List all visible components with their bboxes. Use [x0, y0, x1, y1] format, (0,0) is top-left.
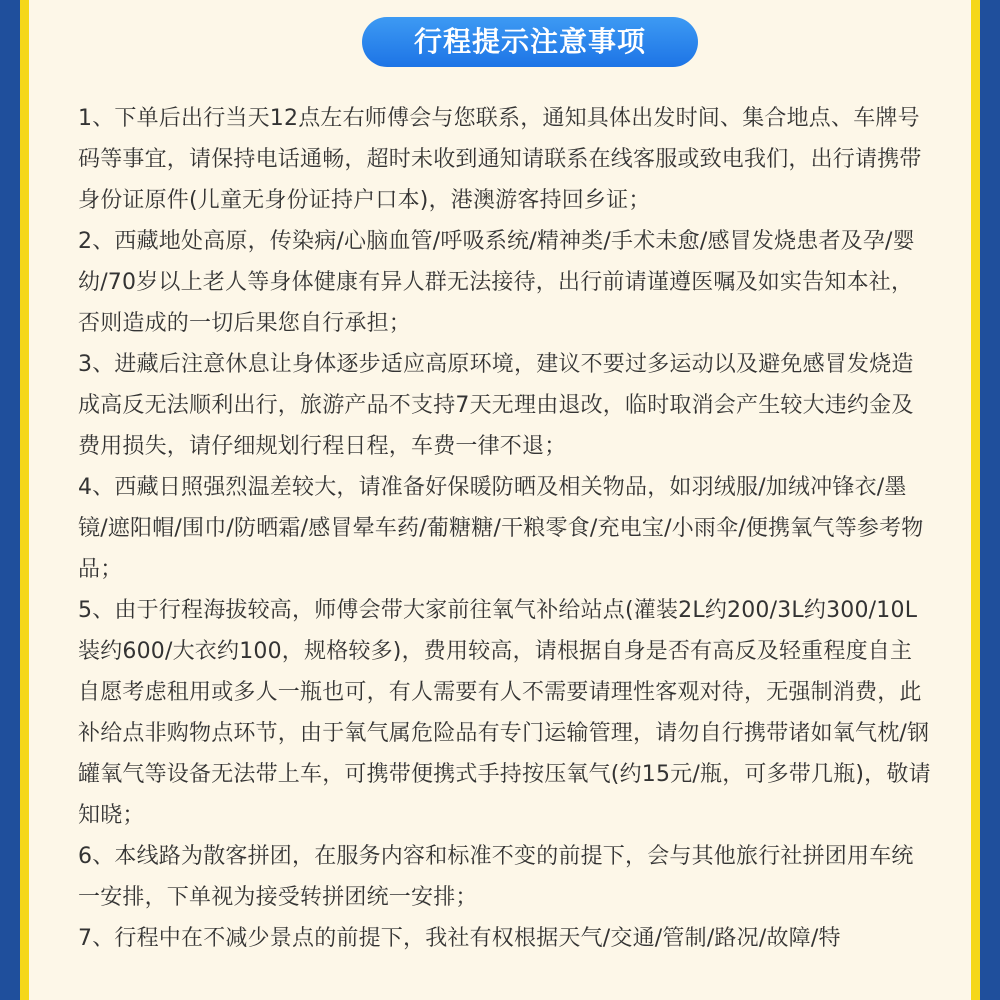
notice-item-5: 5、由于行程海拔较高，师傅会带大家前往氧气补给站点(灌装2L约200/3L约300/10L装约600/大衣约100，规格较多)，费用较高，请根据自身是否有高反及轻重程度自主自愿考虑租用或多人一瓶也可，有人需要有人不需要请理性客观对待，无强制消费，此补给点非购物点环节，由于氧气属危险品有专门运输管理，请勿自行携带诸如氧气枕/钢罐氧气等设备无法带上车，可携带便携式手持按压氧气(约15元/瓶，可多带几瓶)，敬请知晓；: [78, 598, 931, 828]
notice-item-4: 4、西藏日照强烈温差较大，请准备好保暖防晒及相关物品，如羽绒服/加绒冲锋衣/墨镜/遮阳帽/围巾/防晒霜/感冒晕车药/葡糖糖/干粮零食/充电宝/小雨伞/便携氧气等参考物品；: [78, 475, 924, 582]
right-yellow-border: [971, 0, 980, 1000]
left-yellow-border: [20, 0, 29, 1000]
notice-item-7: 7、行程中在不减少景点的前提下，我社有权根据天气/交通/管制/路况/故障/特: [78, 926, 841, 951]
notice-item-2: 2、西藏地处高原，传染病/心脑血管/呼吸系统/精神类/手术未愈/感冒发烧患者及孕/婴幼/70岁以上老人等身体健康有异人群无法接待，出行前请谨遵医嘱及如实告知本社，否则造成的一切后果您自行承担；: [78, 229, 915, 336]
notice-item-3: 3、进藏后注意休息让身体逐步适应高原环境，建议不要过多运动以及避免感冒发烧造成高反无法顺利出行，旅游产品不支持7天无理由退改，临时取消会产生较大违约金及费用损失，请仔细规划行程日程，车费一律不退；: [78, 352, 914, 459]
notice-item-1: 1、下单后出行当天12点左右师傅会与您联系，通知具体出发时间、集合地点、车牌号码等事宜，请保持电话通畅，超时未收到通知请联系在线客服或致电我们，出行请携带身份证原件(儿童无身份证持户口本)，港澳游客持回乡证；: [78, 106, 922, 213]
notice-item-6: 6、本线路为散客拼团，在服务内容和标准不变的前提下，会与其他旅行社拼团用车统一安排，下单视为接受转拼团统一安排；: [78, 844, 914, 910]
notice-content: [78, 98, 933, 998]
notice-title: 行程提示注意事项: [362, 17, 698, 67]
